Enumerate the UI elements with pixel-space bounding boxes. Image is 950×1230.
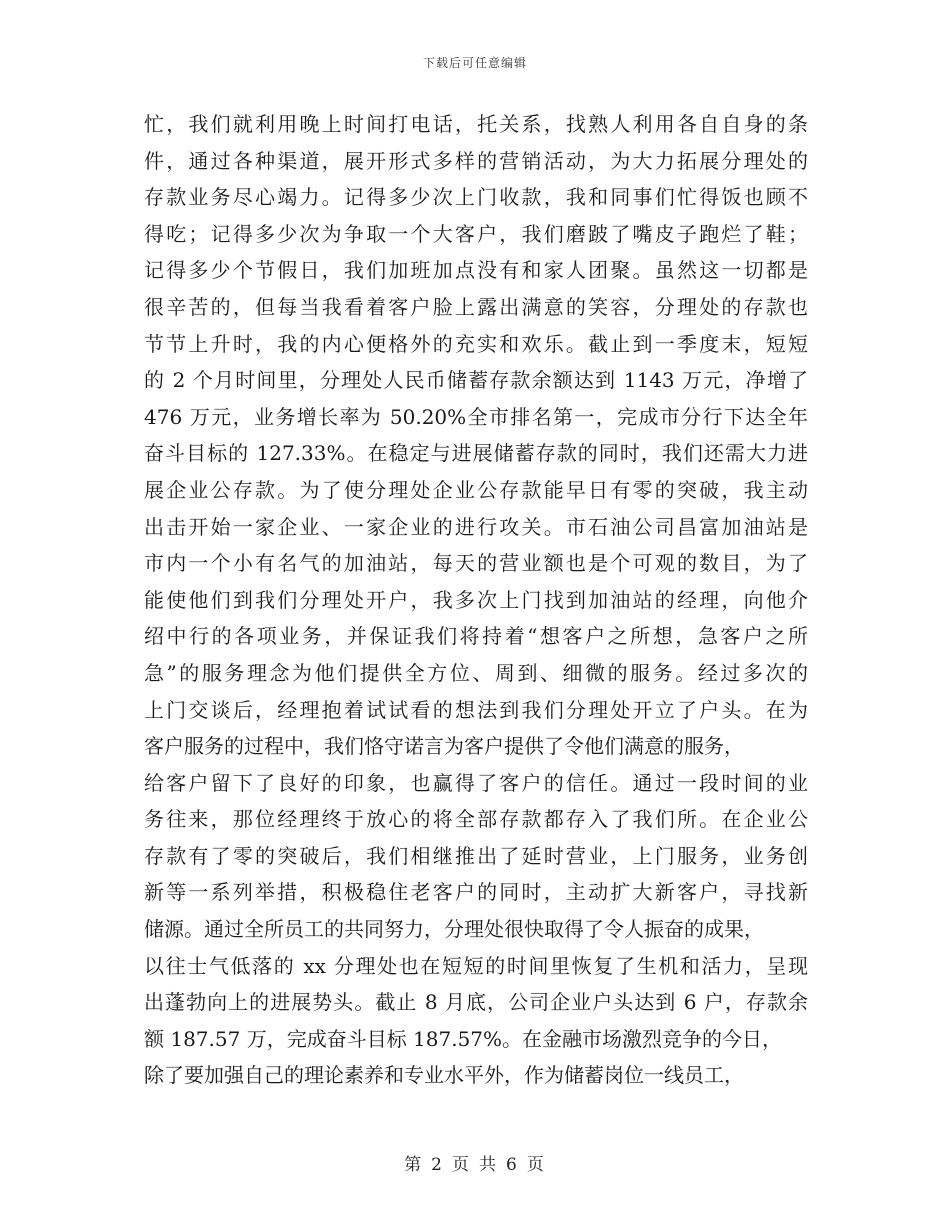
footer-label-gong: 共: [479, 1155, 498, 1175]
body-line: 忙，我们就利用晚上时间打电话，托关系，找熟人利用各自自身的条: [144, 112, 808, 136]
body-line: 以往士气低落的 xx 分理处也在短短的时间里恢复了生机和活力，呈现: [144, 953, 808, 978]
body-line: 上门交谈后，经理抱着试试看的想法到我们分理处开立了户头。在为: [144, 697, 808, 722]
body-line: 新等一系列举措，积极稳住老客户的同时，主动扩大新客户，寻找新: [144, 880, 808, 905]
body-line: 客户服务的过程中，我们恪守诺言为客户提供了令他们满意的服务，: [144, 734, 744, 759]
body-line: 存款有了零的突破后，我们相继推出了延时营业，上门服务，业务创: [144, 843, 808, 868]
page-footer: [0, 1150, 950, 1175]
document-body: [144, 106, 808, 1094]
total-pages-number: 6: [506, 1155, 519, 1175]
body-line: 能使他们到我们分理处开户，我多次上门找到加油站的经理，向他介: [144, 587, 808, 612]
body-line: 展企业公存款。为了使分理处企业公存款能早日有零的突破，我主动: [144, 477, 808, 502]
footer-label-ye: 页: [452, 1155, 471, 1175]
body-line: 记得多少个节假日，我们加班加点没有和家人团聚。虽然这一切都是: [144, 258, 808, 283]
body-line: 市内一个小有名气的加油站，每天的营业额也是个可观的数目，为了: [144, 551, 808, 576]
body-line: 务往来，那位经理终于放心的将全部存款都存入了我们所。在企业公: [144, 807, 808, 832]
body-line: 的 2 个月时间里，分理处人民币储蓄存款余额达到 1143 万元，净增了: [144, 368, 808, 393]
body-line: 很辛苦的，但每当我看着客户脸上露出满意的笑容，分理处的存款也: [144, 294, 808, 319]
body-line: 出蓬勃向上的进展势头。截止 8 月底，公司企业户头达到 6 户，存款余: [144, 990, 808, 1015]
body-line: 额 187.57 万，完成奋斗目标 187.57%。在金融市场激烈竞争的今日，: [144, 1026, 783, 1051]
body-line: 节节上升时，我的内心便格外的充实和欢乐。截止到一季度末，短短: [144, 331, 808, 356]
body-line: 得吃；记得多少次为争取一个大客户，我们磨跛了嘴皮子跑烂了鞋；: [144, 221, 808, 246]
body-line: 476 万元，业务增长率为 50.20%全市排名第一，完成市分行下达全年: [144, 404, 808, 429]
body-line: 储源。通过全所员工的共同努力，分理处很快取得了令人振奋的成果，: [144, 917, 764, 942]
body-line: 件，通过各种渠道，展开形式多样的营销活动，为大力拓展分理处的: [144, 148, 808, 173]
body-line: 奋斗目标的 127.33%。在稳定与进展储蓄存款的同时，我们还需大力进: [144, 441, 808, 466]
body-line: 出击开始一家企业、一家企业的进行攻关。市石油公司昌富加油站是: [144, 514, 808, 539]
footer-label-ye-2: 页: [526, 1155, 546, 1175]
body-line: 绍中行的各项业务，并保证我们将持着“想客户之所想，急客户之所: [144, 624, 808, 649]
body-line: 急”的服务理念为他们提供全方位、周到、细微的服务。经过多次的: [144, 660, 808, 685]
current-page-number: 2: [431, 1155, 444, 1175]
body-line: 给客户留下了良好的印象，也赢得了客户的信任。通过一段时间的业: [144, 770, 808, 795]
footer-label-di: 第: [404, 1155, 424, 1175]
page-header: 下载后可任意编辑: [422, 56, 527, 70]
body-line: 存款业务尽心竭力。记得多少次上门收款，我和同事们忙得饭也顾不: [144, 185, 808, 210]
body-line: 除了要加强自己的理论素养和专业水平外，作为储蓄岗位一线员工，: [144, 1063, 744, 1088]
